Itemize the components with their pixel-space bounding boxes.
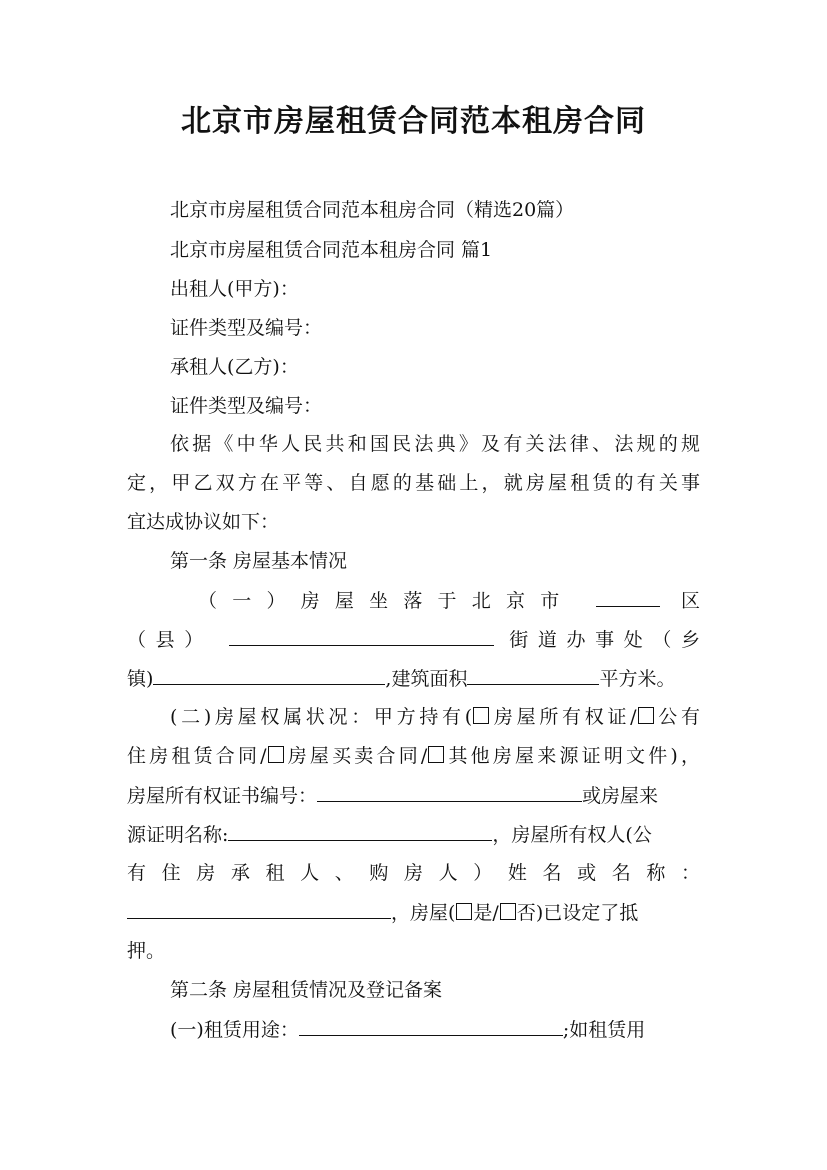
paragraph-line	[127, 627, 700, 652]
text-segment: 房屋所有权证书编号：	[127, 785, 318, 807]
paragraph-line	[198, 588, 700, 613]
text-segment: 平方米。	[599, 668, 676, 690]
paragraph-line: 押。	[127, 940, 166, 962]
text-segment: 源证明名称:	[127, 824, 229, 846]
lessor-id-label: 证件类型及编号：	[170, 317, 323, 339]
text-segment: ，房屋所有权人(公	[492, 824, 652, 846]
checkbox-icon[interactable]	[456, 903, 472, 920]
text-segment: ;如租赁用	[562, 1019, 646, 1041]
article-heading: 第一条 房屋基本情况	[170, 550, 348, 572]
street-blank	[229, 627, 494, 646]
area-blank	[467, 666, 599, 685]
article-heading: 第二条 房屋租赁情况及登记备案	[170, 979, 443, 1001]
checkbox-icon[interactable]	[638, 707, 654, 724]
owner-name-blank	[127, 900, 391, 919]
text-segment: 街道办事处（乡	[509, 629, 700, 651]
checkbox-icon[interactable]	[268, 746, 284, 763]
lessor-label: 出租人(甲方)：	[170, 278, 299, 300]
document-title: 北京市房屋租赁合同范本租房合同	[181, 104, 646, 139]
usage-blank	[299, 1017, 563, 1036]
text-segment: ，房屋(	[391, 902, 456, 924]
text-segment: 或房屋来	[582, 785, 659, 807]
text-segment: （县）	[127, 629, 213, 651]
text-segment: (一)租赁用途：	[170, 1019, 299, 1041]
checkbox-icon[interactable]	[500, 903, 516, 920]
text-segment: 房屋买卖合同/	[284, 745, 428, 767]
paragraph-line	[127, 783, 700, 808]
text-segment: 否)已设定了抵	[516, 902, 639, 924]
text-segment: ,建筑面积	[385, 668, 468, 690]
subtitle-line: 北京市房屋租赁合同范本租房合同（精选20篇）	[170, 199, 575, 221]
paragraph-line	[127, 822, 700, 847]
text-segment: 区	[680, 590, 700, 612]
certificate-number-blank	[317, 783, 582, 802]
text-segment: 住房租赁合同/	[127, 745, 267, 767]
proof-name-blank	[228, 822, 492, 841]
text-segment: 房屋所有权证/	[490, 706, 637, 728]
text-segment: 镇)	[127, 668, 154, 690]
paragraph-line	[127, 666, 700, 691]
section-heading: 北京市房屋租赁合同范本租房合同 篇1	[170, 239, 493, 261]
paragraph-line	[127, 744, 700, 768]
text-segment: 其他房屋来源证明文件)，	[445, 745, 700, 767]
town-blank	[153, 666, 385, 685]
text-segment: （一）房屋坐落于北京市	[198, 590, 575, 612]
checkbox-icon[interactable]	[473, 707, 489, 724]
paragraph-line: 有住房承租人、购房人）姓名或名称：	[127, 862, 700, 884]
checkbox-icon[interactable]	[428, 746, 444, 763]
lessee-label: 承租人(乙方)：	[170, 356, 299, 378]
text-segment: (二)房屋权属状况：甲方持有(	[170, 706, 473, 728]
paragraph-line	[127, 900, 700, 925]
text-segment: 公有	[654, 706, 700, 728]
lessee-id-label: 证件类型及编号：	[170, 395, 323, 417]
district-blank	[596, 588, 660, 607]
paragraph-line: 定，甲乙双方在平等、自愿的基础上，就房屋租赁的有关事	[127, 472, 700, 494]
paragraph-line	[170, 705, 700, 729]
paragraph-line: 宜达成协议如下：	[127, 511, 280, 533]
paragraph-line: 依据《中华人民共和国民法典》及有关法律、法规的规	[170, 433, 700, 455]
text-segment: 是/	[473, 902, 499, 924]
paragraph-line	[170, 1017, 700, 1042]
